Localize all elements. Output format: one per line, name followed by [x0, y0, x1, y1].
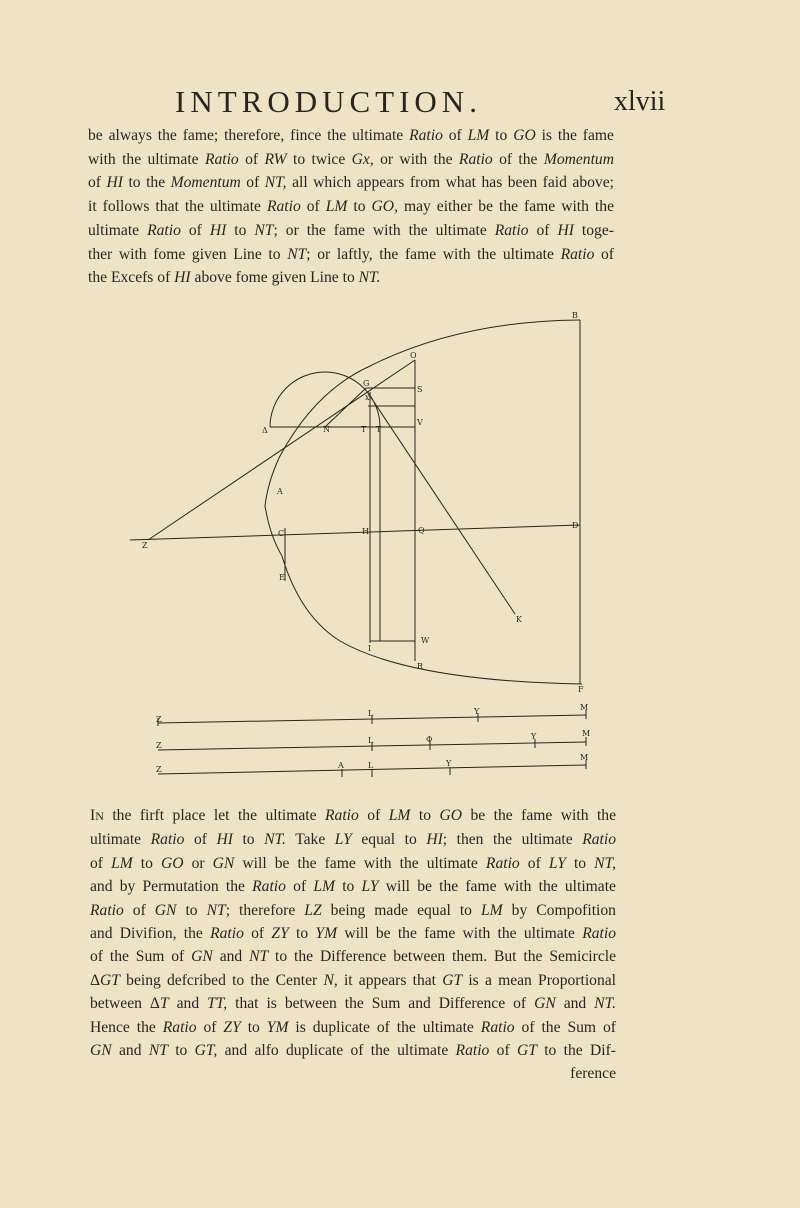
label-H: H: [362, 527, 369, 536]
label-S: S: [417, 385, 423, 394]
label-Q: Q: [418, 526, 425, 535]
label-E: E: [279, 573, 285, 582]
para-bottom-line: ultimate Ratio of HI to NT. Take LY equal to HI; then the ultimate Ratio: [90, 831, 616, 849]
label-G: G: [363, 379, 370, 388]
label-l2-phi: Φ: [426, 735, 433, 744]
curve-lower: [282, 556, 582, 684]
label-W: W: [421, 636, 430, 645]
para-bottom-line: and by Permutation the Ratio of LM to LY will be the fame with the ultimate: [90, 878, 616, 896]
label-l1-y: Y: [474, 707, 480, 716]
para-bottom-line: IN the firft place let the ultimate Ratio of LM to GO be the fame with the: [90, 807, 617, 824]
label-l3-l: L: [368, 761, 374, 770]
label-O: O: [410, 351, 417, 360]
line-NG: [325, 388, 366, 427]
label-T2: T: [376, 425, 382, 434]
para-top-line: the Excefs of HI above fome given Line to NT.: [88, 269, 381, 287]
label-R: R: [417, 662, 424, 671]
label-l2-z: Z: [156, 741, 162, 750]
label-l3-a: A: [338, 761, 344, 770]
page-header: [0, 84, 800, 124]
geometric-figure: [120, 296, 620, 786]
label-l3-z: Z: [156, 765, 162, 774]
para-top-line: with the ultimate Ratio of RW to twice Gx, or with the Ratio of the Momentum: [88, 150, 614, 168]
paragraph-bottom: [90, 804, 616, 1086]
label-l1-m: M: [580, 703, 589, 712]
label-Z: Z: [142, 541, 148, 550]
line-ZO: [148, 360, 415, 540]
label-N: N: [323, 425, 330, 434]
label-l3-m: M: [580, 753, 589, 762]
figure-svg: [120, 296, 620, 786]
para-bottom-line: Ratio of GN to NT; therefore LZ being made equal to LM by Compofition: [90, 901, 616, 919]
curve-upper: [265, 320, 580, 506]
label-B: B: [572, 311, 578, 320]
label-T: T: [361, 425, 367, 434]
label-l1-l: L: [368, 709, 374, 718]
para-top-line: of HI to the Momentum of NT, all which appears from what has been faid above;: [88, 174, 614, 192]
label-K: K: [516, 615, 522, 624]
label-D: D: [572, 521, 579, 530]
label-V: V: [417, 418, 423, 427]
running-title: INTRODUCTION.: [175, 84, 482, 119]
paragraph-top: [88, 124, 614, 290]
label-l2-y: Y: [531, 732, 537, 741]
line-GK: [368, 393, 515, 614]
para-bottom-line: GN and NT to GT, and alfo duplicate of the ultimate Ratio of GT to the Dif-: [90, 1042, 616, 1060]
para-bottom-line: Hence the Ratio of ZY to YM is duplicate of the ultimate Ratio of the Sum of: [90, 1018, 616, 1036]
para-top-line: ultimate Ratio of HI to NT; or the fame with the ultimate Ratio of HI toge-: [88, 221, 614, 239]
label-l2-l: L: [368, 736, 374, 745]
label-A: A: [277, 487, 283, 496]
label-C: C: [278, 529, 285, 538]
label-Delta: Δ: [262, 426, 268, 435]
para-top-line: it follows that the ultimate Ratio of LM to GO, may either be the fame with the: [88, 198, 614, 216]
para-bottom-line: of the Sum of GN and NT to the Difference between them. But the Semicircle: [90, 948, 616, 966]
para-bottom-line: between ΔT and TT, that is between the Sum and Difference of GN and NT.: [90, 995, 616, 1013]
para-top-line: ther with fome given Line to NT; or laftly, the fame with the ultimate Ratio of: [88, 245, 615, 263]
label-l3-y: Y: [446, 759, 452, 768]
label-F: F: [578, 685, 584, 694]
label-l2-m: M: [582, 729, 591, 738]
axis-ZD: [130, 525, 580, 540]
para-bottom-line: ference: [570, 1065, 616, 1083]
label-l1-z: Z: [156, 715, 162, 724]
para-bottom-line: of LM to GO or GN will be the fame with the ultimate Ratio of LY to NT,: [90, 854, 616, 872]
label-x: x: [365, 393, 370, 402]
para-bottom-line: and Divifion, the Ratio of ZY to YM will be the fame with the ultimate Ratio: [90, 925, 616, 943]
para-bottom-line: ΔGT being defcribed to the Center N, it appears that GT is a mean Proportional: [90, 971, 617, 989]
para-top-line: be always the fame; therefore, fince the ultimate Ratio of LM to GO is the fame: [88, 127, 614, 144]
label-I: I: [368, 644, 372, 653]
page-number: xlvii: [614, 86, 666, 117]
